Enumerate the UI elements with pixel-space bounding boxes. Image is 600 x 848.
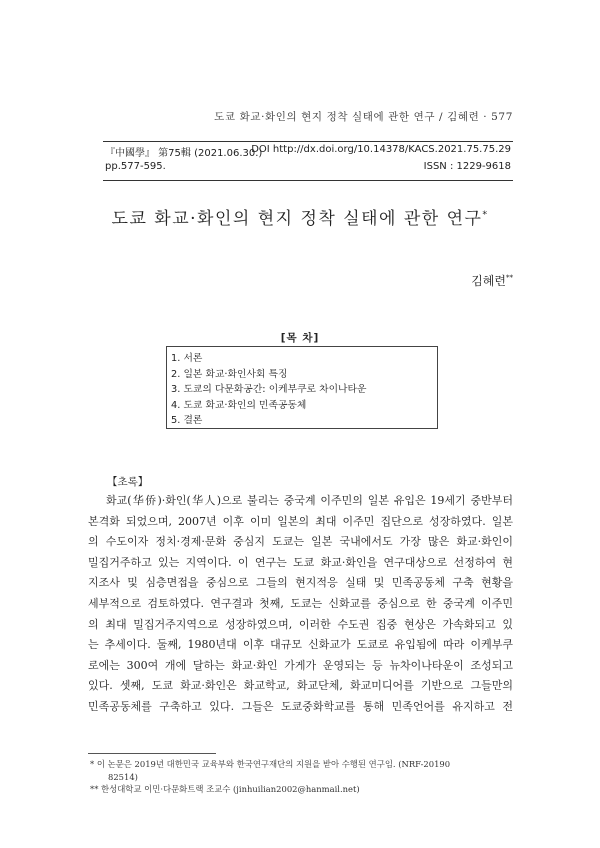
- page-range: pp.577-595.: [105, 161, 166, 172]
- toc-item: 2. 일본 화교·화인사회 특징: [171, 368, 288, 380]
- toc-item: 4. 도쿄 화교·화인의 민족공동체: [171, 399, 307, 411]
- toc-item: 3. 도쿄의 다문화공간: 이케부쿠로 차이나타운: [171, 384, 367, 395]
- meta-row: [105, 144, 511, 160]
- abstract-line: 있다. 셋째, 도쿄 화교·화인은 화교학교, 화교단체, 화교미디어를 기반으로 그들만의: [88, 679, 513, 693]
- abstract-line: 화교(华侨)·화인(华人)으로 불리는 중국계 이주민의 일본 유입은 19세기 중반부터: [106, 494, 513, 507]
- footnotes: [90, 758, 512, 796]
- publication-meta: [103, 141, 513, 181]
- title-footnote-mark: *: [482, 210, 489, 221]
- author-footnote-mark: **: [506, 274, 513, 282]
- author-name: 김혜련: [471, 274, 506, 288]
- abstract-body: [88, 491, 513, 718]
- footnote-funding-cont: 82514): [108, 771, 138, 782]
- meta-row: [105, 161, 511, 177]
- abstract-line: 지조사 및 심층면접을 중심으로 그들의 현지적응 실태 및 민족공동체 구축 현황을: [88, 576, 513, 590]
- title-text: 도쿄 화교·화인의 현지 정착 실태에 관한 연구: [111, 209, 483, 229]
- abstract-line: 는 추세이다. 둘째, 1980년대 이후 대규모 신화교가 도쿄로 유입됨에 따라 이케부쿠: [88, 638, 513, 652]
- doi-link[interactable]: DOI http://dx.doi.org/10.14378/KACS.2021.75.75.29: [251, 144, 511, 155]
- toc-heading: [목 차]: [280, 332, 320, 344]
- abstract-line: 의 최대 밀집거주지역으로 성장하였으며, 이러한 수도권 집중 현상은 가속화되고 있: [88, 617, 513, 631]
- footnote-divider: [88, 753, 216, 754]
- abstract-line: 민족공동체를 구축하고 있다. 그들은 도쿄중화학교를 통해 민족언어를 유지하고 전: [88, 699, 513, 713]
- toc-item: 1. 서론: [171, 353, 203, 364]
- abstract-line: 의 수도이자 정치·경제·문화 중심지 도쿄는 일본 국내에서도 가장 많은 화교·화인이: [88, 535, 513, 549]
- abstract-line: 본격화 되었으며, 2007년 이후 이미 일본의 최대 이주민 집단으로 성장하였다. 일본: [88, 514, 513, 528]
- abstract-line: 세부적으로 검토하였다. 연구결과 첫째, 도쿄는 신화교를 중심으로 한 중국계 이주민: [88, 596, 513, 610]
- footnote-funding: * 이 논문은 2019년 대한민국 교육부와 한국연구재단의 지원을 받아 수행된 연구임. (NRF-20190: [90, 759, 451, 769]
- footnote-author: ** 한성대학교 이민·다문화트랙 조교수 (jinhuilian2002@hanmail.net): [90, 784, 360, 794]
- abstract-line: 밀집거주하고 있는 지역이다. 이 연구는 도쿄 화교·화인을 연구대상으로 선정하여 현: [88, 555, 513, 569]
- author: [0, 272, 513, 289]
- table-of-contents: [166, 346, 438, 429]
- journal-info: 『中國學』 第75輯 (2021.06.30.): [105, 148, 263, 159]
- abstract-label: 【초록】: [107, 476, 149, 488]
- toc-item: 5. 결론: [171, 415, 203, 426]
- abstract-line: 로에는 300여 개에 달하는 화교·화인 가게가 운영되는 등 뉴차이나타운이 조성되고: [88, 658, 513, 672]
- paper-title: [0, 204, 600, 229]
- running-head: 도쿄 화교·화인의 현지 정착 실태에 관한 연구 / 김혜련 · 577: [214, 111, 513, 123]
- issn: ISSN : 1229-9618: [423, 161, 511, 172]
